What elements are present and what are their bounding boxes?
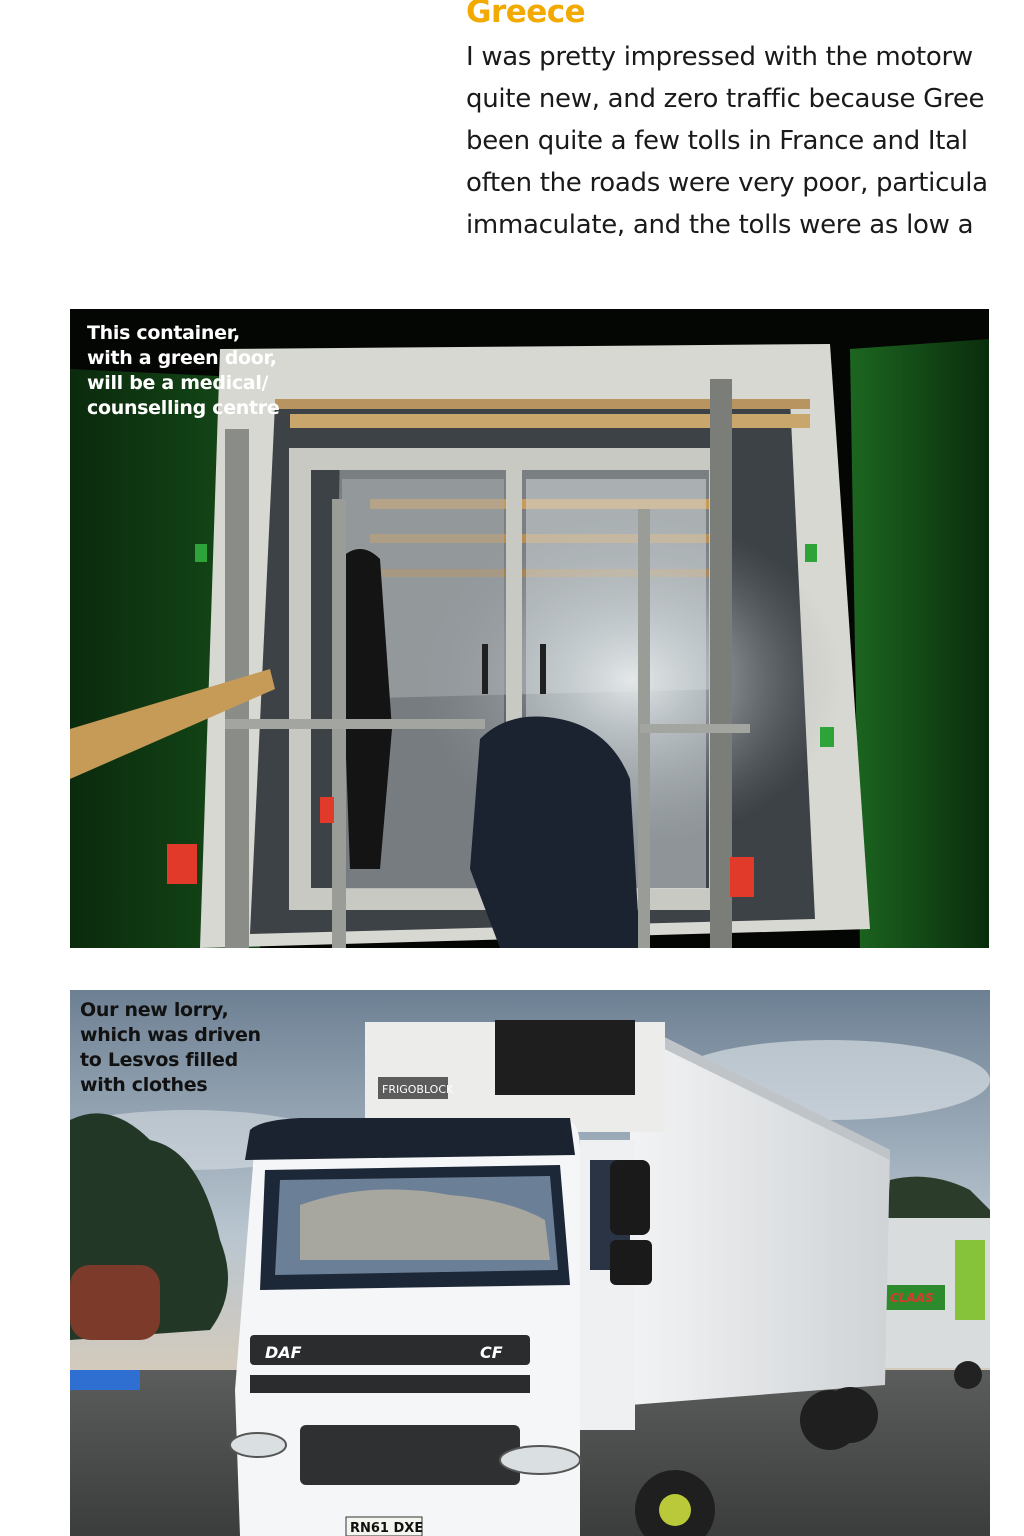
license-plate: RN61 DXE: [350, 1521, 424, 1536]
container-photo: [70, 309, 989, 948]
article: [466, 0, 1024, 246]
caption-line: counselling centre: [87, 397, 280, 419]
body-line: immaculate, and the tolls were as low a: [466, 210, 974, 240]
body-line: been quite a few tolls in France and Ital: [466, 126, 968, 156]
reefer-brand: FRIGOBLOCK: [382, 1083, 454, 1096]
article-body: [466, 36, 1024, 246]
grille-left-label: DAF: [265, 1343, 302, 1362]
caption-line: will be a medical/: [87, 372, 269, 394]
caption-line: with a green door,: [87, 347, 277, 369]
caption-line: which was driven: [80, 1024, 261, 1046]
lorry-photo: [70, 990, 990, 1536]
section-heading: Greece: [466, 0, 586, 30]
grille-right-label: CF: [480, 1343, 503, 1362]
caption-line: This container,: [87, 322, 240, 344]
body-line: quite new, and zero traffic because Gree: [466, 84, 985, 114]
caption-line: with clothes: [80, 1074, 208, 1096]
photo-caption: [87, 321, 279, 421]
body-line: often the roads were very poor, particula: [466, 168, 988, 198]
photo-caption: [80, 998, 261, 1098]
body-line: I was pretty impressed with the motorw: [466, 42, 973, 72]
caption-line: Our new lorry,: [80, 999, 229, 1021]
harvester-brand: CLAAS: [890, 1291, 934, 1305]
caption-line: to Lesvos filled: [80, 1049, 238, 1071]
